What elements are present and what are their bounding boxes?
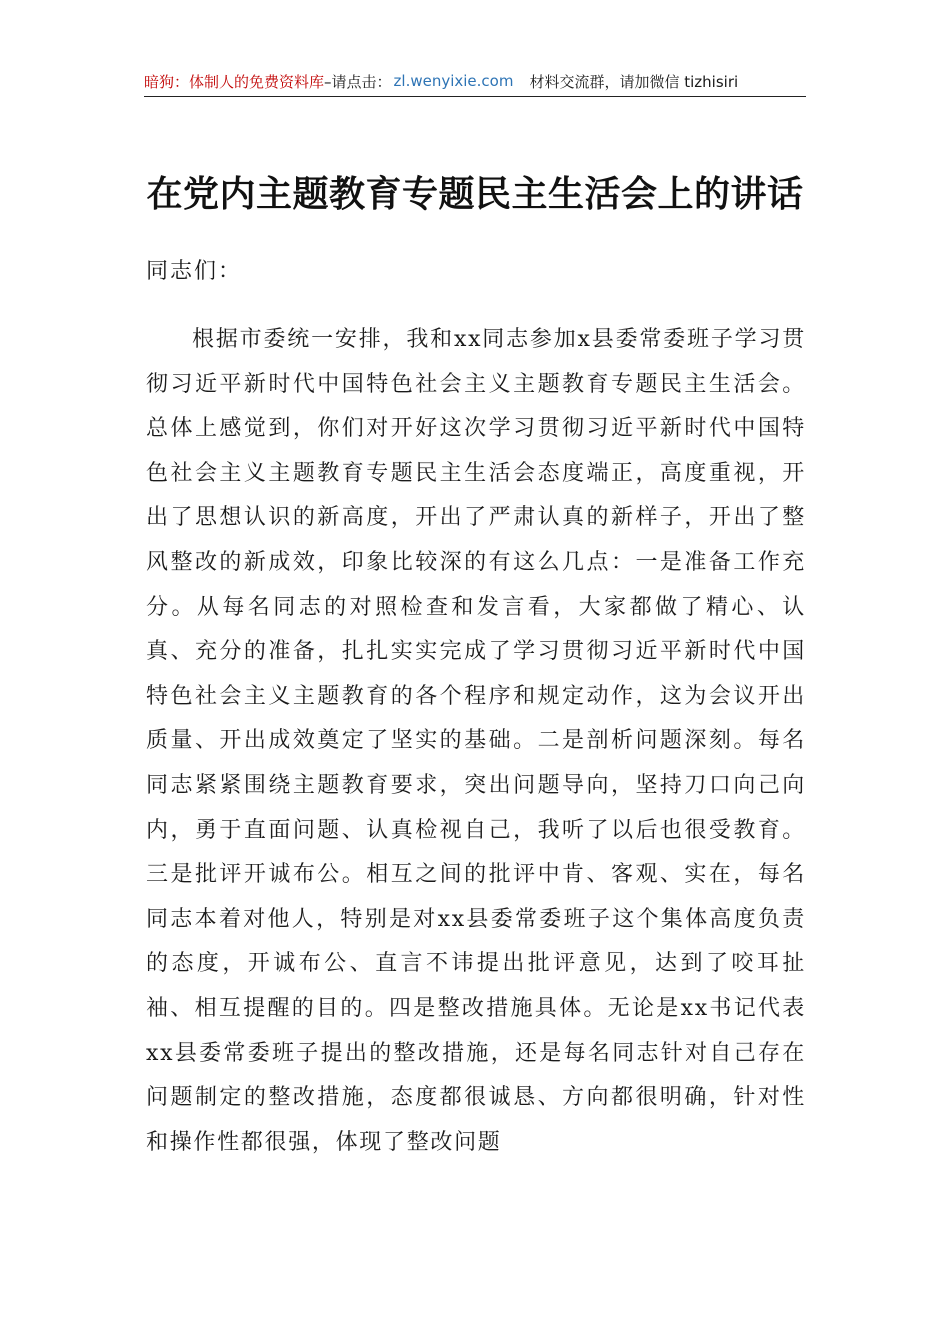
page-header	[144, 68, 806, 94]
header-contact: 材料交流群，请加微信 tizhisiri	[529, 72, 739, 91]
salutation: 同志们：	[146, 259, 243, 284]
header-divider	[144, 96, 806, 97]
body-paragraph: 根据市委统一安排，我和xx同志参加x县委常委班子学习贯彻习近平新时代中国特色社会主义主题教育专题民主生活会。总体上感觉到，你们对开好这次学习贯彻习近平新时代中国特色社会主义主题教育专题民主生活会态度端正，高度重视，开出了思想认识的新高度，开出了严肃认真的新样子，开出了整风整改的新成效，印象比较深的有这么几点：一是准备工作充分。从每名同志的对照检查和发言看，大家都做了精心、认真、充分的准备，扎扎实实完成了学习贯彻习近平新时代中国特色社会主义主题教育的各个程序和规定动作，这为会议开出质量、开出成效奠定了坚实的基础。二是剖析问题深刻。每名同志紧紧围绕主题教育要求，突出问题导向，坚持刀口向己向内，勇于直面问题、认真检视自己，我听了以后也很受教育。三是批评开诚布公。相互之间的批评中肯、客观、实在，每名同志本着对他人，特别是对xx县委常委班子这个集体高度负责的态度，开诚布公、直言不讳提出批评意见，达到了咬耳扯袖、相互提醒的目的。四是整改措施具体。无论是xx书记代表xx县委常委班子提出的整改措施，还是每名同志针对自己存在问题制定的整改措施，态度都很诚恳、方向都很明确，针对性和操作性都很强，体现了整改问题	[146, 327, 806, 1155]
header-url-link[interactable]: zl.wenyixie.com	[393, 72, 514, 90]
document-title: 在党内主题教育专题民主生活会上的讲话	[146, 173, 804, 215]
header-brand: 暗狗：体制人的免费资料库	[144, 72, 325, 91]
header-click-prompt: –请点击：	[324, 72, 392, 91]
